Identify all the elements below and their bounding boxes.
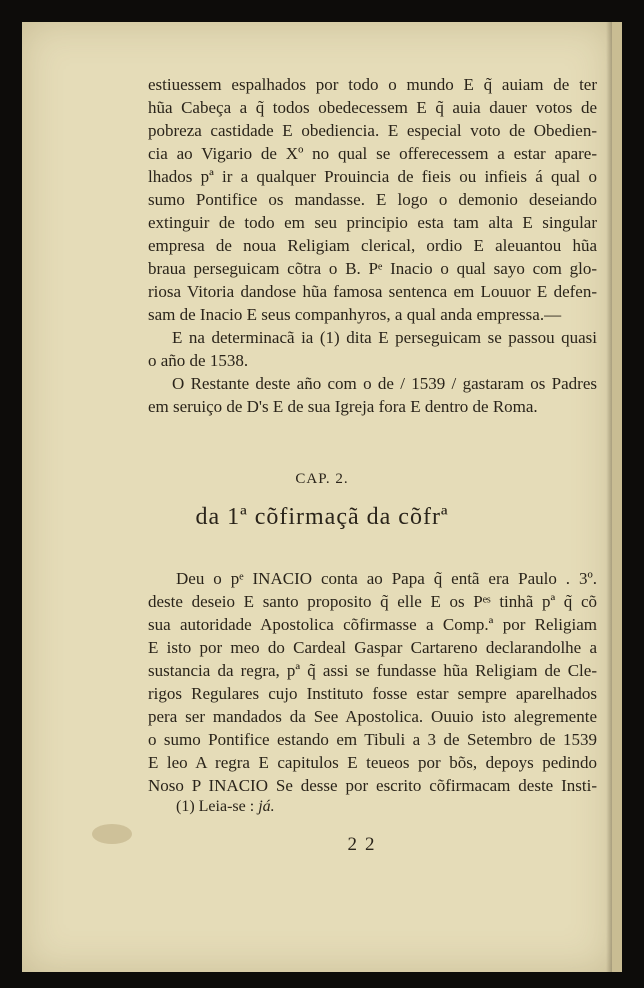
footnote-text: já. xyxy=(258,798,275,815)
text-line: estiuessem espalhados por todo o mundo E q̃ auiam de ter xyxy=(148,75,597,94)
text-line: pobreza castidade E obediencia. E especial voto de Obedien- xyxy=(148,121,597,140)
text-line: deste deseio E santo proposito q̃ elle E os Pᵉˢ tinhã pª q̃ cõ xyxy=(148,592,597,611)
text-line: sua autoridade Apostolica cõfirmasse a Comp.ª por Religiam xyxy=(148,615,597,634)
text-line: lhados pª ir a qualquer Prouincia de fieis ou infieis á qual o xyxy=(148,167,597,186)
text-line: o año de 1538. xyxy=(148,351,249,370)
footnote xyxy=(176,798,275,816)
next-page-edge xyxy=(612,22,622,972)
text-line: sumo Pontifice os mandasse. E logo o demonio deseiando xyxy=(148,190,597,209)
footnote-marker: (1) Leia-se : xyxy=(176,798,255,815)
chapter-label: CAP. 2. xyxy=(295,471,349,487)
text-line: braua perseguicam cõtra o B. Pᵉ Inacio o qual sayo com glo- xyxy=(148,259,597,278)
text-line: Noso P INACIO Se desse por escrito cõfirmacam deste Insti- xyxy=(148,776,597,795)
text-line: O Restante deste año com o de / 1539 / gastaram os Padres xyxy=(172,374,597,393)
chapter-title: da 1ª cõfirmaçã da cõfrª xyxy=(195,504,449,530)
page-number: 22 xyxy=(347,834,383,855)
text-line: o sumo Pontifice estando em Tibuli a 3 de Setembro de 1539 xyxy=(148,730,597,749)
text-line: E isto por meo do Cardeal Gaspar Cartareno declarandolhe a xyxy=(148,638,597,657)
text-line: extinguir de todo em seu principio esta tam alta E singular xyxy=(148,213,597,232)
text-line: hũa Cabeça a q̃ todos obedecessem E q̃ auia dauer votos de xyxy=(148,98,597,117)
text-line: empresa de noua Religiam clerical, ordio E aleuantou hũa xyxy=(148,236,597,255)
text-line: E na determinacã ia (1) dita E perseguicam se passou quasi xyxy=(172,328,597,347)
text-line: E leo A regra E capitulos E teueos por bõs, depoys pedindo xyxy=(148,753,597,772)
text-line: riosa Vitoria dandose hũa famosa sentenca em Louuor E defen- xyxy=(148,282,597,301)
text-line: pera ser mandados da See Apostolica. Ouuio isto alegremente xyxy=(148,707,597,726)
text-line: em seruiço de D's E de sua Igreja fora E dentro de Roma. xyxy=(148,397,538,416)
text-line: sustancia da regra, pª q̃ assi se fundasse hũa Religiam de Cle- xyxy=(148,661,597,680)
text-line: sam de Inacio E seus companhyros, a qual anda empressa.— xyxy=(148,305,562,324)
text-line: rigos Regulares cujo Instituto fosse estar sempre aparelhados xyxy=(148,684,597,703)
text-line: Deu o pᵉ INACIO conta ao Papa q̃ entã era Paulo . 3º. xyxy=(176,569,597,588)
text-line: cia ao Vigario de Xº no qual se offerecessem a estar apare- xyxy=(148,144,597,163)
